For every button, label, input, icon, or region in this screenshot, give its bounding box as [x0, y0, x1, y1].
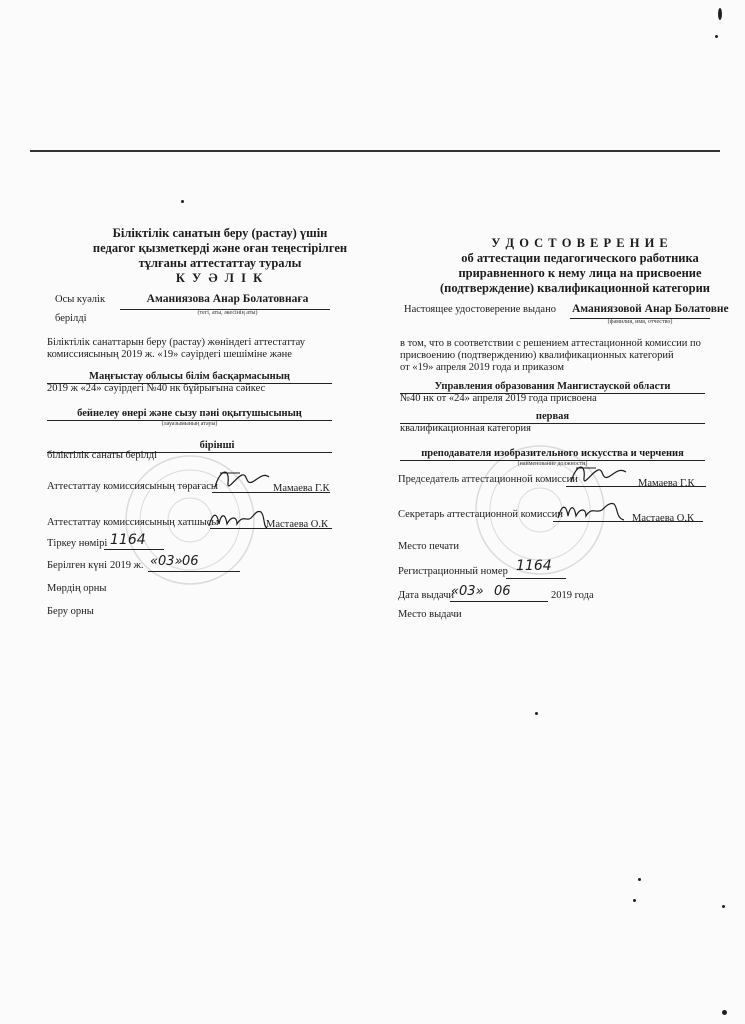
ru-chair-signature [568, 460, 630, 490]
ru-issue-month: 06 [494, 584, 511, 599]
kz-title-line-4: К У Ә Л І К [175, 271, 265, 285]
scan-speck [718, 8, 722, 20]
kz-position-caption: (лауазымының атауы) [161, 421, 218, 427]
ru-title: У Д О С Т О В Е Р Е Н И Е [491, 236, 669, 250]
kz-secretary-label: Аттестаттау комиссиясының хатшысы [47, 517, 219, 528]
kz-issue-line [148, 571, 240, 572]
kz-stamp-label: Мөрдің орны [47, 583, 107, 594]
kz-issued-word: берілді [55, 313, 87, 324]
kz-authority: Маңғыстау облысы білім басқармасының [89, 371, 290, 382]
kz-order-line: 2019 ж «24» сәуірдегі №40 нк бұйрығына сәйкес [47, 383, 266, 394]
kz-issue-month: 06 [182, 554, 199, 569]
kz-category-given: біліктілік санаты берілді [47, 450, 158, 461]
ru-secretary-name: Мастаева О.К [632, 513, 695, 524]
ru-chair-label: Председатель аттестационной комиссии [398, 474, 578, 485]
kz-place-label: Беру орны [47, 606, 94, 617]
ru-reg-label: Регистрационный номер [398, 566, 508, 577]
fold-line [30, 150, 720, 152]
ru-chair-name: Мамаева Г.К [638, 478, 695, 489]
ru-decision-line-2: присвоению (подтверждению) квалификационных категорий [400, 350, 674, 361]
kz-reg-line [104, 549, 164, 550]
kz-title-line-2: педагог қызметкерді және оған теңестірілген [92, 241, 348, 255]
ru-stamp-label: Место печати [398, 541, 460, 552]
ru-title-line-2: приравненного к нему лица на присвоение [458, 266, 702, 280]
ru-authority: Управления образования Мангистауской области [434, 381, 671, 392]
kz-title-line-3: тұлғаны аттестаттау туралы [138, 256, 302, 270]
ru-secretary-label: Секретарь аттестационной комиссии [398, 509, 564, 520]
kz-issued-prefix: Осы куәлік [55, 294, 106, 305]
ru-order-line: №40 нк от «24» апреля 2019 года присвоена [400, 393, 597, 404]
ru-position-caption: (наименование должности) [517, 461, 588, 467]
kz-issue-day: «03» [150, 554, 183, 569]
scan-speck [722, 905, 725, 908]
kz-chair-name: Мамаева Г.К [273, 483, 330, 494]
kz-issue-year: 2019 ж. [110, 560, 144, 571]
kz-secretary-name: Мастаева О.К [266, 519, 329, 530]
kz-decision-line-1: Біліктілік санаттарын беру (растау) жөніндегі аттестаттау [47, 337, 306, 348]
scan-speck [633, 899, 636, 902]
scan-speck [535, 712, 538, 715]
ru-decision-line-1: в том, что в соответствии с решением аттестационной комиссии по [400, 338, 701, 349]
ru-place-label: Место выдачи [398, 609, 462, 620]
kz-recipient-caption: (тегі, аты, әкесінің аты) [197, 310, 258, 316]
kz-reg-number: 1164 [110, 532, 146, 548]
ru-position: преподавателя изобразительного искусства и черчения [421, 448, 684, 459]
kz-reg-label: Тіркеу нөмірі [47, 538, 108, 549]
kz-recipient-name: Аманиязова Анар Болатовнаға [146, 293, 309, 305]
scan-speck [715, 35, 718, 38]
ru-recipient-caption: (фамилия, имя, отчество) [607, 319, 673, 325]
ru-recipient-name: Аманиязовой Анар Болатовне [572, 303, 729, 315]
scan-speck [638, 878, 641, 881]
ru-category-label: квалификационная категория [400, 423, 531, 434]
ru-title-line-3: (подтверждение) квалификационной категории [439, 281, 711, 295]
ru-category: первая [535, 411, 570, 422]
kz-chair-label: Аттестаттау комиссиясының төрағасы [47, 481, 218, 492]
ru-secretary-signature [556, 498, 626, 526]
kz-position: бейнелеу өнері және сызу пәні оқытушысының [77, 408, 302, 419]
ru-reg-number: 1164 [516, 558, 552, 574]
ru-issue-line [450, 601, 548, 602]
ru-decision-line-3: от «19» апреля 2019 года и приказом [400, 362, 565, 373]
kz-chair-signature [212, 465, 272, 495]
scan-speck [181, 200, 184, 203]
ru-issued-prefix: Настоящее удостоверение выдано [404, 304, 556, 315]
kz-decision-line-2: комиссиясының 2019 ж. «19» сәуірдегі шешіміне және [47, 349, 292, 360]
kz-issue-label: Берілген күні [47, 560, 108, 571]
kz-secretary-signature [207, 506, 269, 532]
kz-category: бірінші [199, 440, 235, 451]
ru-title-line-1: об аттестации педагогического работника [461, 251, 699, 265]
ru-issue-day: «03» [451, 584, 484, 599]
ru-issue-year: 2019 года [551, 590, 594, 601]
kz-title-line-1: Біліктілік санатын беру (растау) үшін [112, 226, 328, 240]
ru-reg-line [506, 578, 566, 579]
scan-speck [722, 1010, 727, 1015]
ru-issue-label: Дата выдачи [398, 590, 455, 601]
